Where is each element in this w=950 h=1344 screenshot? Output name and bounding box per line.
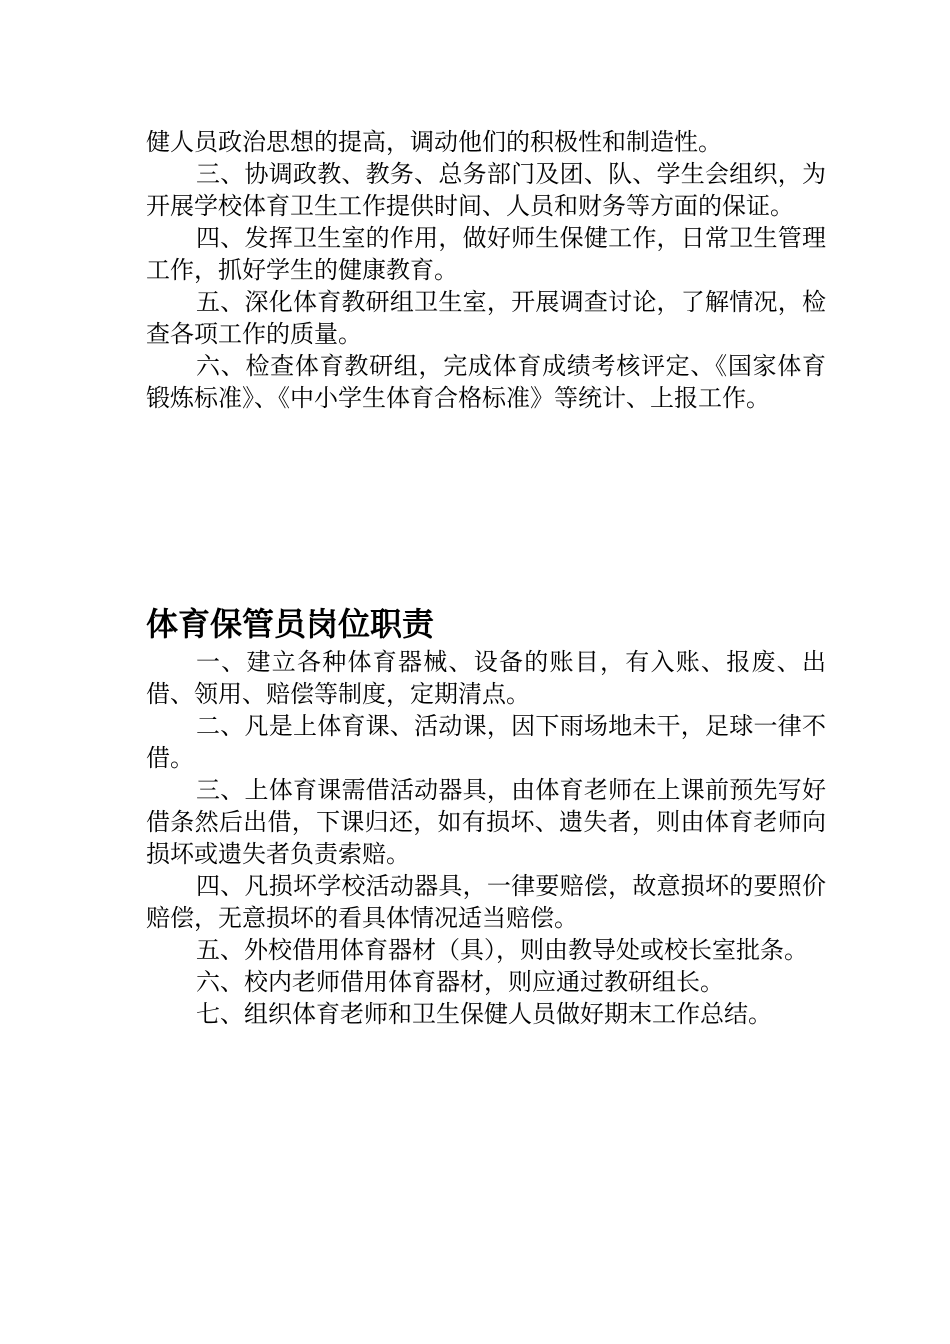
section-equipment-keeper-duties <box>146 646 826 1030</box>
paragraph-item-5: 五、深化体育教研组卫生室，开展调查讨论，了解情况，检查各项工作的质量。 <box>146 288 826 348</box>
duty-item-6: 六、校内老师借用体育器材，则应通过教研组长。 <box>196 968 724 996</box>
duty-item-5: 五、外校借用体育器材（具），则由教导处或校长室批条。 <box>196 936 808 964</box>
paragraph-item-6: 六、检查体育教研组，完成体育成绩考核评定、《国家体育锻炼标准》、《中小学生体育合格标准》等统计、上报工作。 <box>146 352 826 412</box>
section-general-duties <box>146 126 826 414</box>
section-title: 体育保管员岗位职责 <box>146 605 435 643</box>
paragraph-continuation: 健人员政治思想的提高，调动他们的积极性和制造性。 <box>146 128 722 156</box>
duty-item-1: 一、建立各种体育器械、设备的账目，有入账、报废、出借、领用、赔偿等制度，定期清点。 <box>146 648 826 708</box>
duty-item-4: 四、凡损坏学校活动器具，一律要赔偿，故意损坏的要照价赔偿，无意损坏的看具体情况适当赔偿。 <box>146 872 826 932</box>
paragraph-item-3: 三、协调政教、教务、总务部门及团、队、学生会组织，为开展学校体育卫生工作提供时间、人员和财务等方面的保证。 <box>146 160 826 220</box>
duty-item-2: 二、凡是上体育课、活动课，因下雨场地未干，足球一律不借。 <box>146 712 826 772</box>
paragraph-item-4: 四、发挥卫生室的作用，做好师生保健工作，日常卫生管理工作，抓好学生的健康教育。 <box>146 224 826 284</box>
duty-item-7: 七、组织体育老师和卫生保健人员做好期末工作总结。 <box>196 1000 772 1028</box>
duty-item-3: 三、上体育课需借活动器具，由体育老师在上课前预先写好借条然后出借，下课归还，如有损坏、遗失者，则由体育老师向损坏或遗失者负责索赔。 <box>146 776 826 868</box>
